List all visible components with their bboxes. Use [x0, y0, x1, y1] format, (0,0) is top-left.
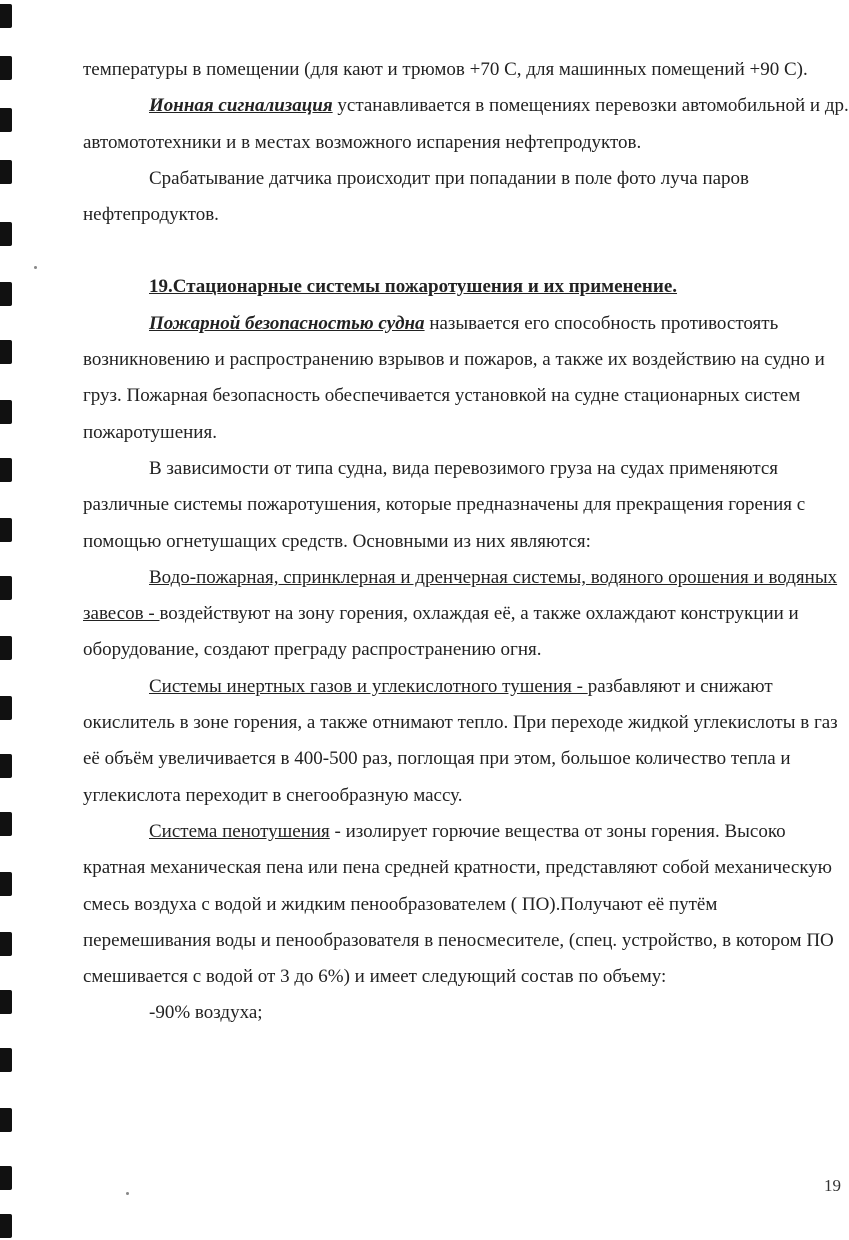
page-number: 19 [824, 1176, 841, 1195]
binding-holes [0, 0, 14, 1240]
term-inert-gas: Системы инертных газов и углекислотного тушения - [149, 675, 588, 697]
term-ion-alarm: Ионная сигнализация [149, 95, 333, 117]
term-fire-safety: Пожарной безопасностью судна [149, 312, 425, 334]
paragraph-water-systems [83, 560, 849, 669]
list-item-air: -90% воздуха; [149, 1002, 263, 1024]
paragraph-systems-intro: В зависимости от типа судна, вида перевозимого груза на судах применяются различные системы пожаротушения, которые предназначены для прекращения горения с помощью огнетушащих средств. Основными из них являются: [83, 457, 806, 552]
blank-line [83, 233, 849, 269]
paragraph-sensor: Срабатывание датчика происходит при попадании в поле фото луча паров нефтепродуктов. [83, 167, 750, 226]
paragraph-foam [83, 814, 849, 995]
paragraph-foam-text: - изолирует горючие вещества от зоны горения. Высоко кратная механическая пена или пена средней кратности, представляют собой механическую смесь воздуха с водой и жидким пенообразователем ( ПО).Получают её путём перемешивания воды и пенообразователя в пеносмесителе, (спец. устройство, в котором ПО смешивается с водой от 3 до 6%) и имеет следующий состав по объему: [83, 820, 834, 988]
scan-speck [34, 266, 37, 269]
paragraph-inert-gas-text: разбавляют и снижают окислитель в зоне горения, а также отнимают тепло. При переходе жидкой углекислоты в газ её объём увеличивается в 400-500 раз, поглощая при этом, большое количество тепла и углекислота переходит в снегообразную массу. [83, 675, 838, 806]
term-foam: Система пенотушения [149, 820, 330, 842]
paragraph-fire-safety [83, 306, 849, 451]
paragraph-water-systems-text: воздействуют на зону горения, охлаждая её, а также охлаждают конструкции и оборудование, создают преграду распространению огня. [83, 603, 799, 661]
term-water-systems: Водо-пожарная, спринклерная и дренчерная системы, водяного орошения и водяных завесов - [83, 566, 838, 625]
paragraph-ion-alarm-text: устанавливается в помещениях перевозки автомобильной и др. автомототехники и в местах возможного испарения нефтепродуктов. [83, 95, 849, 153]
paragraph-ion-alarm [83, 88, 849, 161]
section-heading: 19.Стационарные системы пожаротушения и их применение. [149, 276, 678, 298]
paragraph-temperature: температуры в помещении (для кают и трюмов +70 С, для машинных помещений +90 С). [83, 59, 808, 80]
paragraph-fire-safety-text: называется его способность противостоять возникновению и распространению взрывов и пожаров, а также их воздействию на судно и груз. Пожарная безопасность обеспечивается установкой на судне стационарных систем пожаротушения. [83, 312, 825, 443]
page-body [83, 52, 849, 1032]
scan-speck [126, 1192, 129, 1195]
paragraph-inert-gas [83, 669, 849, 814]
